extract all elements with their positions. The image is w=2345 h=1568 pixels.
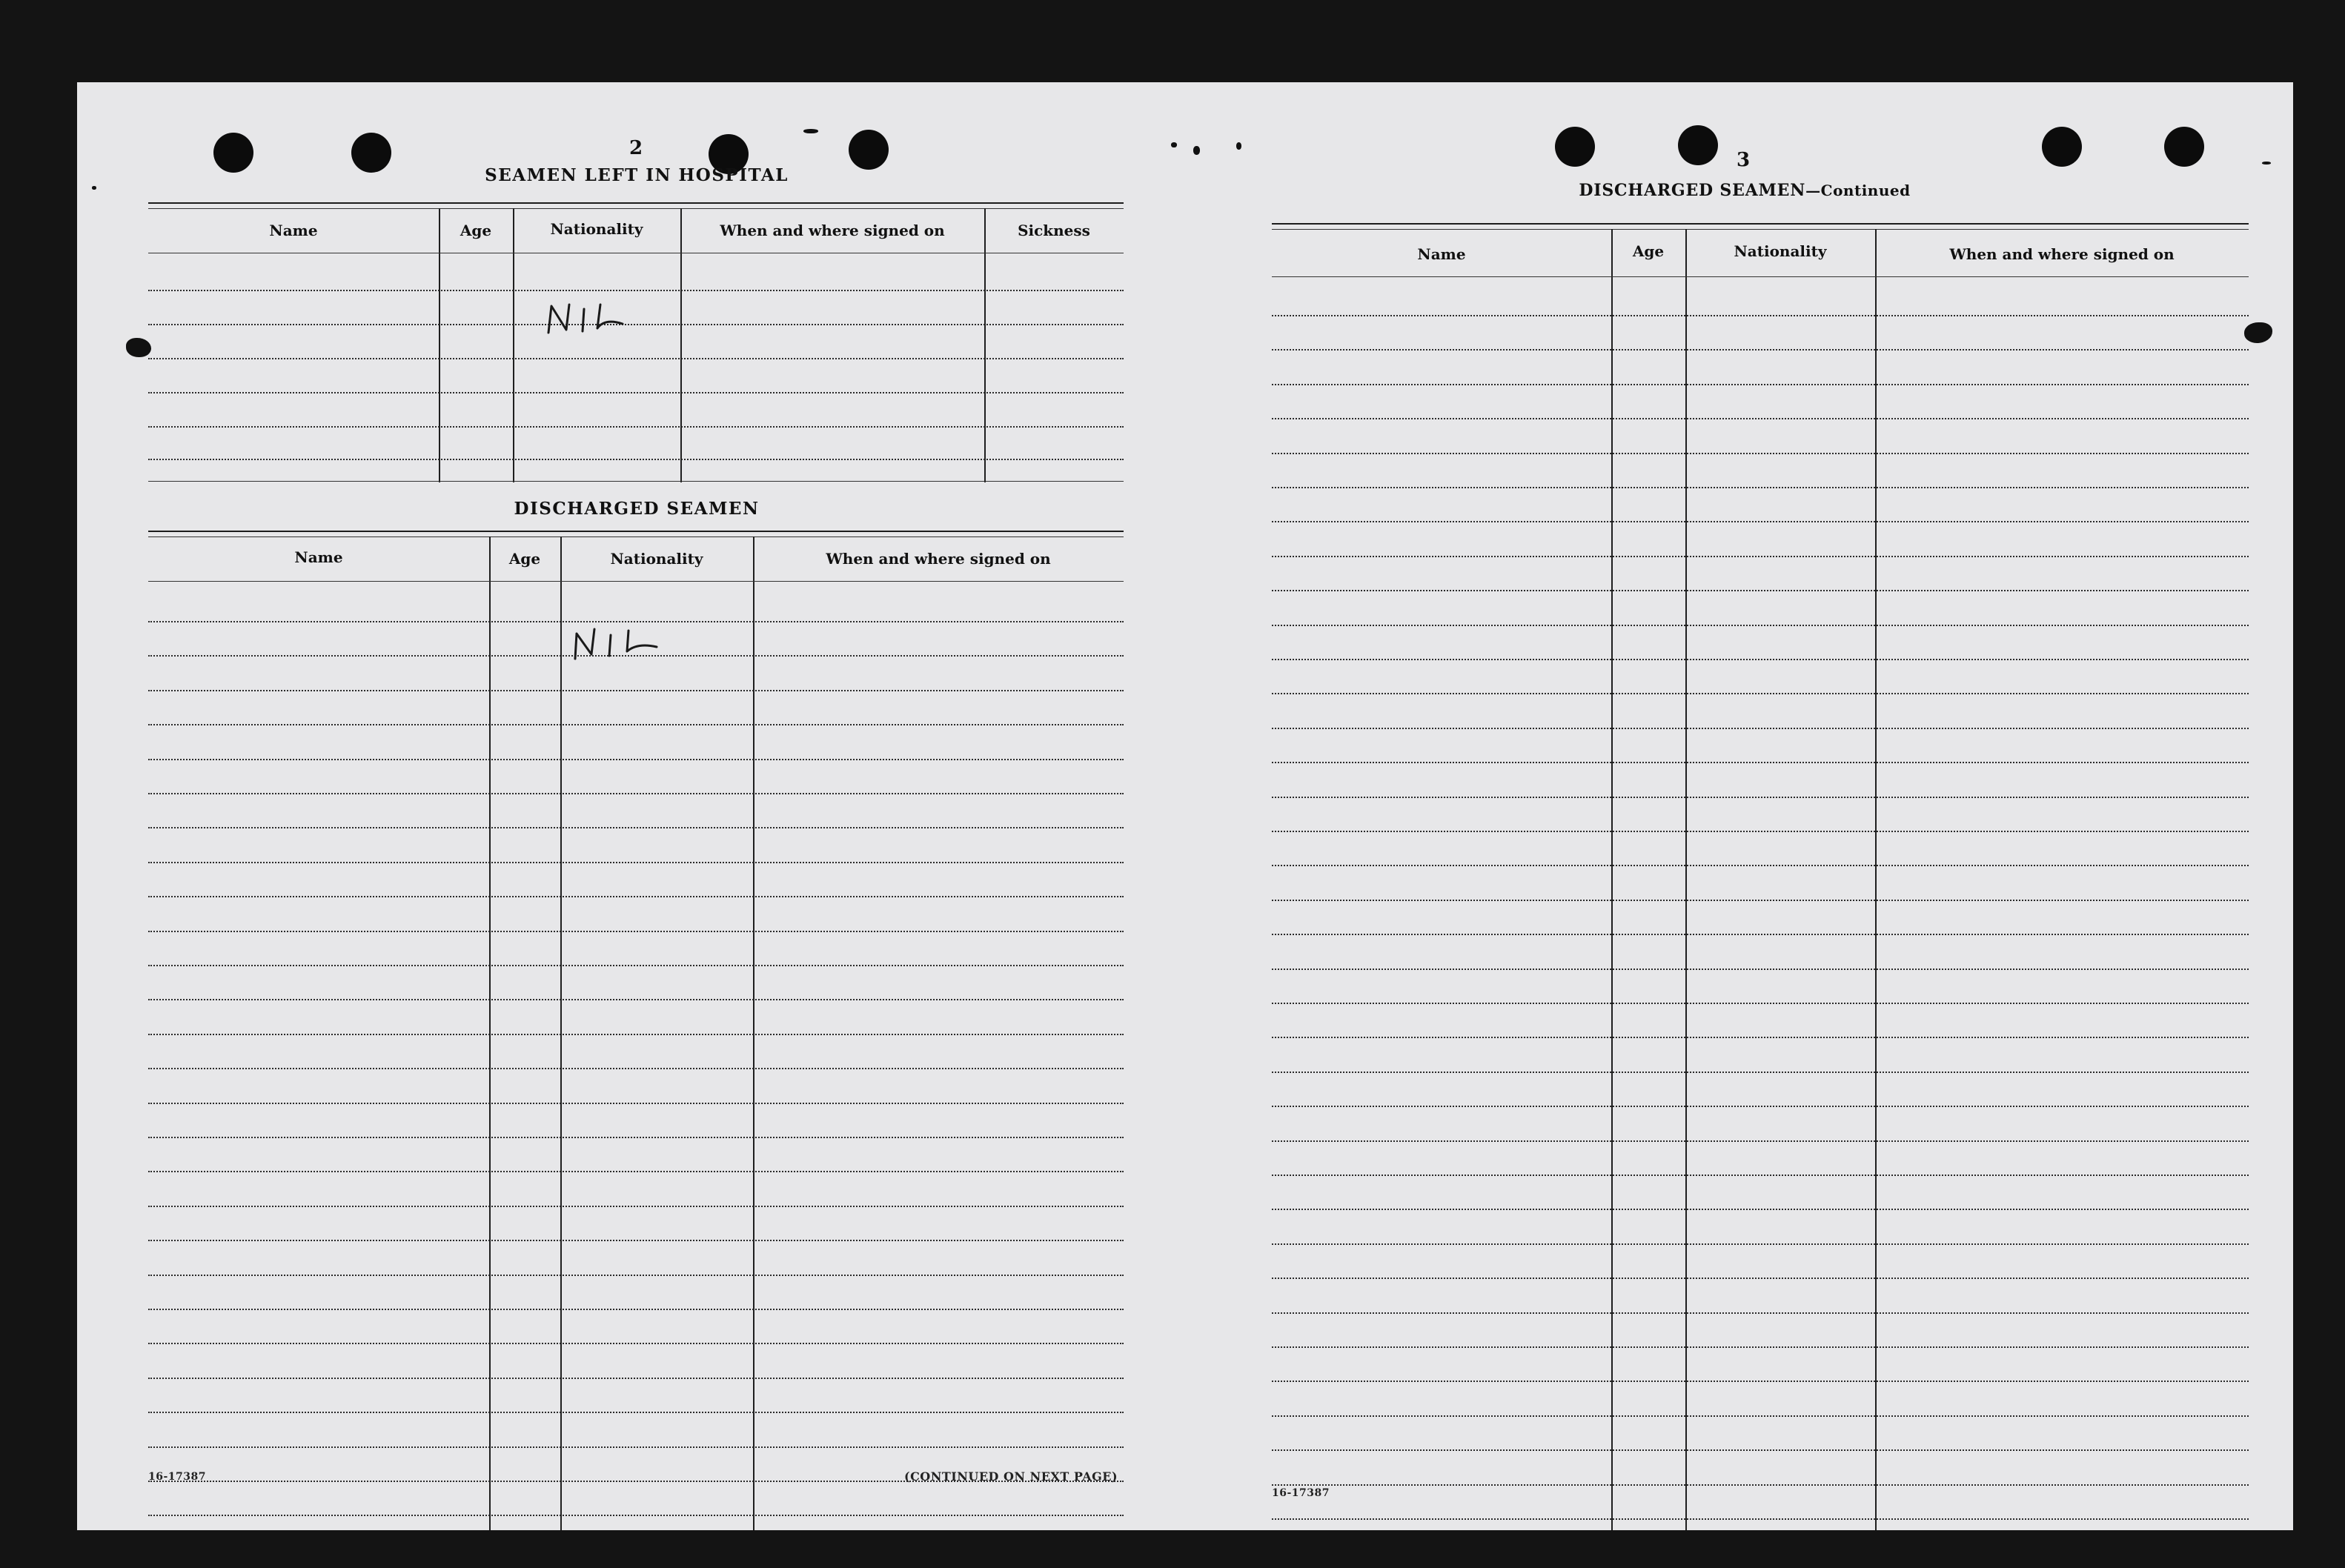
table-row xyxy=(1272,797,2249,798)
scan-speck xyxy=(1236,142,1241,150)
table-row xyxy=(1272,1278,2249,1279)
scan-speck xyxy=(92,186,96,190)
table-top-rule xyxy=(148,536,1124,537)
table-row xyxy=(1272,1175,2249,1176)
table-row xyxy=(1272,1209,2249,1210)
table-row xyxy=(1272,865,2249,866)
table-row xyxy=(148,827,1124,828)
punch-hole xyxy=(1678,125,1718,165)
table-row xyxy=(148,1171,1124,1172)
table-row xyxy=(1272,1312,2249,1314)
column-divider xyxy=(984,208,986,482)
table-row xyxy=(148,1103,1124,1104)
table-row xyxy=(148,426,1124,428)
table-row xyxy=(1272,1072,2249,1073)
table-row xyxy=(1272,487,2249,488)
table-top-rule xyxy=(148,208,1124,209)
scan-speck xyxy=(1193,146,1200,155)
table-row xyxy=(148,1515,1124,1516)
column-divider xyxy=(439,208,440,482)
scan-speck xyxy=(1171,142,1177,147)
column-header-when-where: When and where signed on xyxy=(826,550,1051,568)
scan-speck xyxy=(803,129,818,133)
table-row xyxy=(1272,934,2249,935)
column-header-nationality: Nationality xyxy=(550,220,643,238)
table-row xyxy=(1272,1106,2249,1107)
column-divider xyxy=(1685,229,1687,1530)
table-row xyxy=(148,459,1124,460)
table-row xyxy=(148,358,1124,359)
table-row xyxy=(148,1343,1124,1344)
table-row xyxy=(148,392,1124,393)
table-row xyxy=(1272,1518,2249,1520)
page-number-right: 3 xyxy=(1736,149,1751,171)
form-number-left: 16-17387 xyxy=(148,1471,206,1483)
discharged-continued-title-suffix: —Continued xyxy=(1805,182,1911,199)
table-row xyxy=(1272,1415,2249,1417)
table-row xyxy=(1272,384,2249,385)
column-header-when-where: When and where signed on xyxy=(720,222,945,239)
discharged-table xyxy=(148,531,1124,1530)
table-row xyxy=(148,896,1124,897)
column-header-when-where: When and where signed on xyxy=(1949,245,2175,263)
table-row xyxy=(148,1412,1124,1413)
table-row xyxy=(148,1378,1124,1379)
column-header-nationality: Nationality xyxy=(1734,242,1827,260)
table-row xyxy=(1272,1449,2249,1451)
table-row xyxy=(1272,1346,2249,1348)
table-row xyxy=(148,759,1124,760)
header-rule xyxy=(1272,276,2249,277)
table-row xyxy=(1272,1003,2249,1004)
table-row xyxy=(148,1240,1124,1241)
scanned-document-page xyxy=(77,82,2293,1530)
column-divider xyxy=(680,208,682,482)
table-row xyxy=(1272,590,2249,591)
table-row xyxy=(1272,1140,2249,1142)
table-row xyxy=(148,290,1124,291)
hospital-table xyxy=(148,202,1124,482)
table-row xyxy=(148,1206,1124,1207)
table-top-rule xyxy=(1272,229,2249,230)
table-row xyxy=(1272,625,2249,626)
column-header-name: Name xyxy=(294,548,343,566)
column-header-age: Age xyxy=(508,550,541,568)
hospital-section-title: SEAMEN LEFT IN HOSPITAL xyxy=(485,165,789,185)
punch-hole xyxy=(2164,127,2204,167)
table-row xyxy=(1272,349,2249,351)
table-row xyxy=(1272,762,2249,763)
table-row xyxy=(1272,693,2249,694)
table-row xyxy=(148,1068,1124,1069)
table-row xyxy=(1272,969,2249,970)
column-divider xyxy=(1611,229,1613,1530)
table-row xyxy=(148,1034,1124,1035)
column-divider xyxy=(513,208,514,482)
table-row xyxy=(1272,418,2249,419)
table-row xyxy=(148,862,1124,863)
page-number-left: 2 xyxy=(628,137,643,159)
column-divider xyxy=(1875,229,1877,1530)
table-row xyxy=(1272,453,2249,454)
discharged-continued-table xyxy=(1272,223,2249,1530)
table-row xyxy=(1272,831,2249,832)
table-row xyxy=(148,724,1124,725)
punch-hole xyxy=(849,130,889,170)
scan-speck xyxy=(2262,162,2271,165)
table-row xyxy=(1272,1037,2249,1038)
table-row xyxy=(148,965,1124,966)
column-header-name: Name xyxy=(1417,245,1466,263)
column-header-age: Age xyxy=(1632,242,1665,260)
punch-hole xyxy=(1555,127,1595,167)
handwritten-nil-entry xyxy=(566,622,677,663)
table-row xyxy=(1272,1243,2249,1245)
table-top-rule xyxy=(148,202,1124,204)
table-top-rule xyxy=(148,531,1124,532)
table-row xyxy=(1272,900,2249,901)
column-header-age: Age xyxy=(460,222,492,239)
table-row xyxy=(1272,315,2249,316)
handwritten-nil-entry xyxy=(541,296,652,340)
table-row xyxy=(148,690,1124,691)
header-rule xyxy=(148,581,1124,582)
table-row xyxy=(1272,521,2249,522)
discharged-continued-title xyxy=(1559,181,1930,200)
table-row xyxy=(1272,1484,2249,1486)
form-number-right: 16-17387 xyxy=(1272,1487,1330,1499)
continued-on-next-page-note: (CONTINUED ON NEXT PAGE) xyxy=(904,1469,1118,1484)
ink-blot xyxy=(126,338,151,357)
table-row xyxy=(1272,1381,2249,1382)
table-bottom-rule xyxy=(148,481,1124,482)
table-row xyxy=(148,1275,1124,1276)
column-header-name: Name xyxy=(269,222,318,239)
table-row xyxy=(1272,728,2249,729)
table-row xyxy=(148,999,1124,1000)
column-header-sickness: Sickness xyxy=(1018,222,1090,239)
column-header-nationality: Nationality xyxy=(610,550,703,568)
table-row xyxy=(148,1137,1124,1138)
table-row xyxy=(148,931,1124,932)
table-row xyxy=(1272,556,2249,557)
punch-hole xyxy=(351,133,391,173)
table-row xyxy=(148,1446,1124,1448)
table-row xyxy=(1272,659,2249,660)
discharged-continued-title-main: DISCHARGED SEAMEN xyxy=(1579,181,1806,200)
punch-hole xyxy=(2042,127,2082,167)
table-top-rule xyxy=(1272,223,2249,225)
table-row xyxy=(148,1309,1124,1310)
table-row xyxy=(148,793,1124,794)
punch-hole xyxy=(213,133,253,173)
discharged-section-title: DISCHARGED SEAMEN xyxy=(514,499,760,519)
